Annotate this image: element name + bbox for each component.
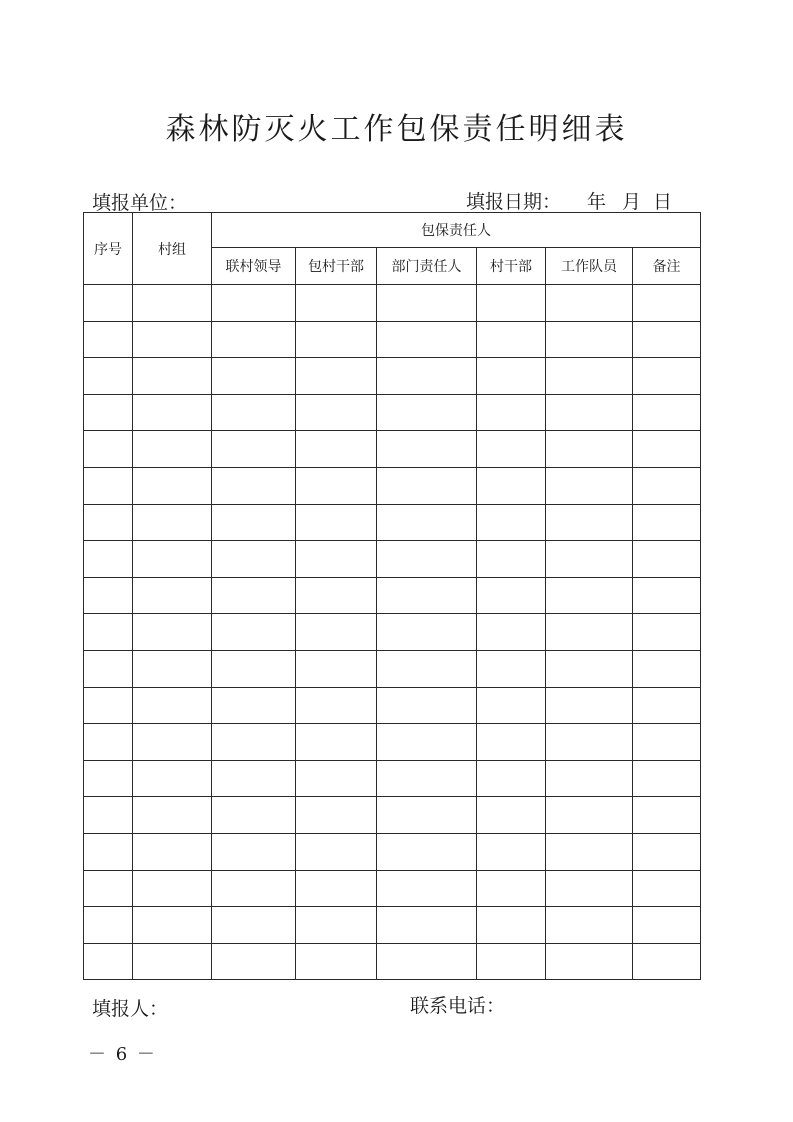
table-cell — [212, 760, 296, 797]
table-cell — [377, 614, 477, 651]
header-sub-column: 工作队员 — [546, 248, 633, 285]
table-cell — [477, 358, 546, 395]
table-cell — [477, 541, 546, 578]
table-cell — [477, 760, 546, 797]
table-row — [84, 504, 701, 541]
table-row — [84, 943, 701, 980]
date-day: 日 — [653, 191, 673, 213]
table-row — [84, 760, 701, 797]
table-cell — [212, 724, 296, 761]
table-cell — [84, 907, 133, 944]
table-cell — [133, 833, 212, 870]
table-cell — [133, 907, 212, 944]
table-cell — [546, 614, 633, 651]
table-cell — [546, 724, 633, 761]
table-cell — [296, 724, 377, 761]
table-cell — [296, 760, 377, 797]
table-cell — [296, 907, 377, 944]
table-cell — [133, 687, 212, 724]
table-cell — [133, 614, 212, 651]
header-seq: 序号 — [84, 213, 133, 285]
table-cell — [477, 650, 546, 687]
table-cell — [477, 870, 546, 907]
table-cell — [546, 870, 633, 907]
table-cell — [633, 687, 701, 724]
table-row — [84, 358, 701, 395]
table-cell — [477, 614, 546, 651]
table-cell — [84, 870, 133, 907]
table-cell — [477, 833, 546, 870]
table-cell — [296, 687, 377, 724]
table-row — [84, 614, 701, 651]
table-cell — [296, 870, 377, 907]
table-cell — [296, 650, 377, 687]
header-sub-column: 联村领导 — [212, 248, 296, 285]
fill-unit-label: 填报单位： — [92, 192, 188, 214]
table-cell — [477, 577, 546, 614]
table-cell — [296, 358, 377, 395]
table-cell — [296, 614, 377, 651]
date-year: 年 — [587, 191, 607, 213]
table-cell — [84, 687, 133, 724]
table-cell — [633, 321, 701, 358]
table-cell — [477, 321, 546, 358]
table-cell — [546, 285, 633, 322]
table-cell — [377, 797, 477, 834]
table-cell — [296, 797, 377, 834]
table-cell — [84, 358, 133, 395]
table-cell — [212, 833, 296, 870]
table-cell — [84, 833, 133, 870]
table-cell — [212, 394, 296, 431]
table-cell — [133, 321, 212, 358]
table-cell — [633, 907, 701, 944]
table-cell — [212, 504, 296, 541]
table-cell — [546, 650, 633, 687]
table-row — [84, 687, 701, 724]
table-row — [84, 321, 701, 358]
page-number: － 6 － — [88, 1044, 157, 1065]
table-cell — [633, 833, 701, 870]
table-cell — [633, 285, 701, 322]
table-cell — [296, 943, 377, 980]
table-cell — [377, 833, 477, 870]
table-row — [84, 285, 701, 322]
table-cell — [546, 577, 633, 614]
table-cell — [212, 467, 296, 504]
table-cell — [133, 541, 212, 578]
header-sub-column: 备注 — [633, 248, 701, 285]
table-cell — [377, 358, 477, 395]
table-cell — [212, 943, 296, 980]
table-cell — [377, 943, 477, 980]
fill-date-line — [466, 187, 672, 214]
table-cell — [133, 797, 212, 834]
table-cell — [133, 285, 212, 322]
header-sub-column: 部门责任人 — [377, 248, 477, 285]
table-cell — [377, 541, 477, 578]
table-cell — [212, 541, 296, 578]
table-cell — [377, 431, 477, 468]
table-row — [84, 833, 701, 870]
table-row — [84, 650, 701, 687]
header-group-title: 包保责任人 — [212, 213, 701, 248]
table-cell — [133, 431, 212, 468]
table-cell — [133, 760, 212, 797]
table-cell — [84, 724, 133, 761]
table-cell — [296, 467, 377, 504]
table-cell — [633, 724, 701, 761]
table-cell — [296, 394, 377, 431]
table-cell — [296, 577, 377, 614]
table-row — [84, 467, 701, 504]
table-cell — [377, 285, 477, 322]
table-cell — [133, 724, 212, 761]
table-cell — [633, 614, 701, 651]
table-cell — [377, 760, 477, 797]
table-cell — [212, 577, 296, 614]
table-cell — [546, 907, 633, 944]
table-cell — [84, 614, 133, 651]
table-cell — [377, 577, 477, 614]
table-cell — [212, 358, 296, 395]
table-cell — [296, 541, 377, 578]
table-cell — [212, 687, 296, 724]
table-row — [84, 907, 701, 944]
table-cell — [546, 943, 633, 980]
table-cell — [546, 687, 633, 724]
table-cell — [212, 321, 296, 358]
table-cell — [546, 760, 633, 797]
table-cell — [477, 687, 546, 724]
table-cell — [477, 504, 546, 541]
document-title: 森林防灭火工作包保责任明细表 — [165, 112, 628, 147]
table-cell — [84, 285, 133, 322]
table-cell — [546, 431, 633, 468]
table-cell — [212, 870, 296, 907]
table-cell — [477, 797, 546, 834]
table-row — [84, 431, 701, 468]
table-cell — [84, 321, 133, 358]
table-cell — [633, 650, 701, 687]
table-row — [84, 870, 701, 907]
table-cell — [546, 467, 633, 504]
table-cell — [133, 504, 212, 541]
table-cell — [477, 285, 546, 322]
table-cell — [296, 833, 377, 870]
table-cell — [84, 541, 133, 578]
table-cell — [84, 760, 133, 797]
table-cell — [133, 870, 212, 907]
table-cell — [377, 687, 477, 724]
table-cell — [133, 394, 212, 431]
table-cell — [633, 358, 701, 395]
table-cell — [633, 504, 701, 541]
table-row — [84, 724, 701, 761]
table-cell — [296, 285, 377, 322]
table-row — [84, 394, 701, 431]
table-cell — [212, 907, 296, 944]
table-cell — [477, 431, 546, 468]
table-cell — [377, 907, 477, 944]
table-row — [84, 541, 701, 578]
table-cell — [84, 431, 133, 468]
table-cell — [633, 467, 701, 504]
table-cell — [633, 870, 701, 907]
table-cell — [133, 943, 212, 980]
table-body — [84, 285, 701, 980]
table-cell — [633, 541, 701, 578]
table-cell — [133, 358, 212, 395]
table-cell — [633, 577, 701, 614]
table-cell — [546, 541, 633, 578]
table-cell — [633, 394, 701, 431]
table-cell — [477, 724, 546, 761]
header-sub-column: 村干部 — [477, 248, 546, 285]
responsibility-table — [83, 212, 701, 980]
table-row — [84, 577, 701, 614]
table-cell — [546, 797, 633, 834]
table-cell — [212, 431, 296, 468]
table-cell — [633, 760, 701, 797]
header-sub-column: 包村干部 — [296, 248, 377, 285]
table-cell — [377, 504, 477, 541]
table-cell — [212, 650, 296, 687]
table-cell — [377, 724, 477, 761]
table-cell — [377, 870, 477, 907]
table-cell — [546, 833, 633, 870]
table-cell — [477, 907, 546, 944]
table-cell — [212, 797, 296, 834]
table-cell — [633, 431, 701, 468]
table-cell — [546, 504, 633, 541]
table-cell — [377, 321, 477, 358]
table-cell — [546, 394, 633, 431]
table-cell — [84, 504, 133, 541]
table-cell — [546, 358, 633, 395]
table-row — [84, 797, 701, 834]
table-cell — [477, 943, 546, 980]
table-cell — [212, 285, 296, 322]
table-cell — [296, 504, 377, 541]
table-cell — [84, 467, 133, 504]
table-cell — [296, 321, 377, 358]
table-cell — [212, 614, 296, 651]
phone-label: 联系电话： — [410, 995, 506, 1017]
fill-date-label: 填报日期： — [466, 191, 562, 213]
table-cell — [477, 394, 546, 431]
table-cell — [133, 650, 212, 687]
table-cell — [546, 321, 633, 358]
table-cell — [296, 431, 377, 468]
table-cell — [133, 577, 212, 614]
table-cell — [84, 650, 133, 687]
table-cell — [377, 650, 477, 687]
table-cell — [633, 943, 701, 980]
table-cell — [84, 394, 133, 431]
filler-label: 填报人： — [92, 998, 169, 1020]
table-cell — [633, 797, 701, 834]
date-month: 月 — [622, 191, 642, 213]
table-cell — [84, 577, 133, 614]
table-cell — [84, 943, 133, 980]
table-cell — [477, 467, 546, 504]
header-village-group: 村组 — [133, 213, 212, 285]
table-cell — [377, 467, 477, 504]
table-cell — [133, 467, 212, 504]
table-cell — [377, 394, 477, 431]
table-cell — [84, 797, 133, 834]
